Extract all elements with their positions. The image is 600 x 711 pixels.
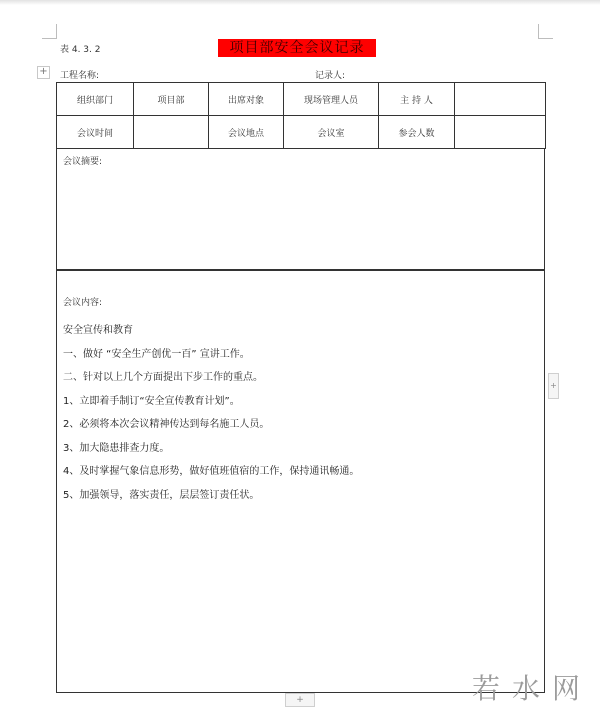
page-corner-mark-top-right: [538, 24, 553, 39]
watermark: 若水网: [472, 672, 593, 705]
content-line: 5、加强领导，落实责任，层层签订责任状。: [63, 489, 260, 501]
meeting-content-box[interactable]: [56, 270, 545, 693]
content-line: 1、立即着手制订“安全宣传教育计划”。: [63, 395, 240, 407]
content-line: 一、做好 “安全生产创优一百” 宣讲工作。: [63, 348, 250, 360]
page-corner-mark-top-left: [42, 24, 57, 39]
project-name-label: 工程名称:: [60, 71, 100, 81]
table-row: [57, 116, 546, 149]
meeting-location-label: 会议地点: [209, 116, 284, 149]
meeting-location-value[interactable]: 会议室: [284, 116, 379, 149]
meeting-summary-label: 会议摘要:: [63, 157, 103, 167]
table-number: 表 4. 3. 2: [60, 45, 101, 55]
org-dept-label: 组织部门: [57, 83, 134, 116]
content-line: 二、针对以上几个方面提出下步工作的重点。: [63, 372, 263, 383]
meeting-summary-box[interactable]: [56, 149, 545, 270]
table-move-handle-icon[interactable]: +: [37, 66, 50, 79]
org-dept-value[interactable]: 项目部: [134, 83, 209, 116]
add-column-handle-icon[interactable]: +: [548, 373, 559, 399]
host-value[interactable]: [455, 83, 546, 116]
meeting-time-value[interactable]: [134, 116, 209, 149]
window-top-shadow: [0, 0, 600, 5]
add-row-handle-icon[interactable]: +: [285, 693, 315, 707]
meeting-time-label: 会议时间: [57, 116, 134, 149]
meeting-info-table: [56, 82, 546, 149]
recorder-label: 记录人:: [315, 71, 346, 81]
meeting-content-label: 会议内容:: [63, 298, 103, 308]
meeting-content-lines: [63, 319, 359, 507]
participant-count-value[interactable]: [455, 116, 546, 149]
content-line: 2、必须将本次会议精神传达到每名施工人员。: [63, 419, 270, 430]
participant-count-label: 参会人数: [379, 116, 455, 149]
table-row: [57, 83, 546, 116]
attendees-label: 出席对象: [209, 83, 284, 116]
attendees-value[interactable]: 现场管理人员: [284, 83, 379, 116]
host-label: 主 持 人: [379, 83, 455, 116]
content-line: 3、加大隐患排查力度。: [63, 442, 170, 454]
document-title: 项目部安全会议记录: [218, 39, 376, 57]
content-line: 4、及时掌握气象信息形势，做好值班值宿的工作，保持通讯畅通。: [63, 466, 360, 477]
content-heading: 安全宣传和教育: [63, 325, 133, 336]
